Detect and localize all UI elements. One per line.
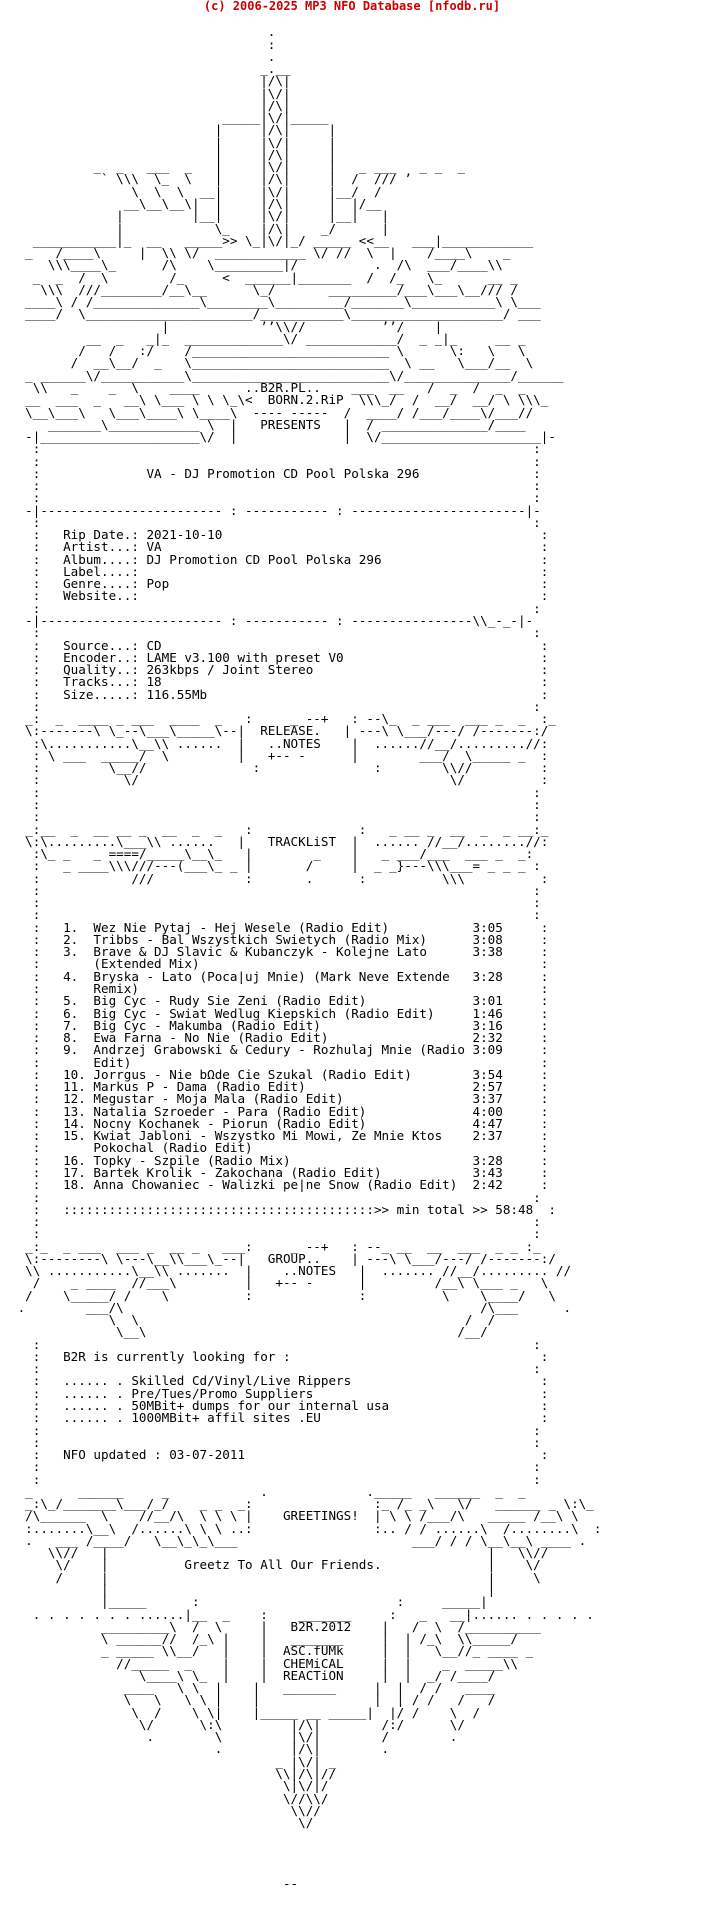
site-header: (c) 2006-2025 MP3 NFO Database [nfodb.ru] xyxy=(203,0,501,13)
nfo-text: . : . _.__ |/\| |\/| |/\| _____|\/|_____ | |/\| | | |\/| | | |/\| | _ _ ___ _ | |\/| | _ ___ _ _ _ ` \\\ \_ \ | |/\| | / /// ’ \ \ \ __| |\/| |__/ / __\__\__\| | |/\| | |/__ | |__| |\/| |__| | | \_ |/\| _/ | ___________|_ __ _____>> \_|\/|_/ _____ <<__ ___|____________ _ /____\ | \\ \/ ____________ \/ // \ | /____\ _ \\\____\_ /\ \_________|/ . /\ ___/____\\ _ _ / \ /_ < ______|_______ / /_ \_ __ _ \\\ ///________/__\__ \_/ _________/___\___\__/// / ____\ / /______________\________\_________/_______\___________\ \___ ____/ \______________________/___________\____________________/ ___ | ’’\\// ’’/ | __ _ _|_ _____________\/ ____________/ _ _|_ __ _ / / :/ /__________________________ \ \: \ \ / __\__/ _ \__________________________ \ __ \___/__ \ _ ______\/___________\__________________________\/______________/______ \\ _ _ \ ____ ..B2R.PL.. ___ __ / _ / _ _ __ ___ _ __\ \___ \ \ \_\< BORN.2.RiP \\\_/ / __/ __/ \ \\\_ \__\___\ \___\____\ \____\ ---- ----- / ____/ /___/____\/___// _______\____________ \ | PRESENTS | / ______________/____ -|_____________________\/ | | \/_____________________|- : : : : : VA - DJ Promotion CD Pool Polska 296 : : : : : -|------------------------ : ----------- : -----------------------|- : : : Rip Date.: 2021-10-10 : : Artist...: VA : : Album....: DJ Promotion CD Pool Polska 296 : : Label....: : : Genre....: Pop : : Website..: : : : -|------------------------ : ----------- : ----------------\\_-_-|- : : : Source...: CD : : Encoder..: LAME v3.100 with preset V0 : : Quality..: 263kbps / Joint Stereo : : Tracks...: 18 : : Size.....: 116.55Mb : : : _: _ ____ _ ___ ____ _ : _ --+ : --\_ _ ___ ___ _ _ :_ \:-------\ \_--\___\_____\--| RELEASE. | ---\ \___/---/ /-------:/ :\...........\__\\ ...... | ..NOTES | ......//__/.........//: : \ ___ _____/ \ | +-- - | ___/ \_____ _ : : \__// : : \\// : : \/ \/ : : : : : : : _:__ _ __ __ _ __ _ _ : : _ __ _ __ _ _ __:_ \:\.........\___\\ ...... | TRACKLiST | ...... //__/........//: :\_ _ _ ====/_____\__\_ | _ | _ ___/___ ___ _ _: : _ ____\\\///---(___\_ _ | / | _ _}---\\\___= _ _ _ : : /// : . : \\\ : : : : : : : : 1. Wez Nie Pytaj - Hej Wesele (Radio Edit) 3:05 : : 2. Tribbs - Bal Wszystkich Swietych (Radio Mix) 3:08 : : 3. Brave & DJ Slavic & Kubanczyk - Kolejne Lato 3:38 : : (Extended Mix) : : 4. Bryska - Lato (Poca|uj Mnie) (Mark Neve Extende 3:28 : : Remix) : : 5. Big Cyc - Rudy Sie Zeni (Radio Edit) 3:01 : : 6. Big Cyc - Swiat Wedlug Kiepskich (Radio Edit) 1:46 : : 7. Big Cyc - Makumba (Radio Edit) 3:16 : : 8. Ewa Farna - No Nie (Radio Edit) 2:32 : : 9. Andrzej Grabowski & Cedury - Rozhulaj Mnie (Radio 3:09 : : Edit) : : 10. Jorrgus - Nie bΩde Cie Szukal (Radio Edit) 3:54 : : 11. Markus P - Dama (Radio Edit) 2:57 : : 12. Megustar - Moja Mala (Radio Edit) 3:37 : : 13. Natalia Szroeder - Para (Radio Edit) 4:00 : : 14. Nocny Kochanek - Piorun (Radio Edit) 4:47 : : 15. Kwiat Jabloni - Wszystko Mi Mowi, Ze Mnie Ktos 2:37 : : Pokochal (Radio Edit) : : 16. Topky - Szpile (Radio Mix) 3:28 : : 17. Bartek Krolik - Zakochana (Radio Edit) 3:43 : : 18. Anna Chowaniec - Walizki pe|ne Snow (Radio Edit) 2:42 : : : : :::::::::::::::::::::::::::::::::::::::::>> min total >> 58:48 : : : : : _:_ _ ___ ___ _ __ _ ___: _ --+ : --_ __ __ ___ _ _ :_ \:--------\ \---\__\\___\_--| GROUP.. | ---\ \___/---/ /-------:/ \\ ...........\__\\ ....... | ..NOTES | ....... //__/......... // / _ ____ //___\ | +-- - | /__\ \___ _ \ / \_____/ / \ : : \ \____/ \ . ___/\ /\___ . \ \ / / \__\ /__/ : : : B2R is currently looking for : : : : : ...... . Skilled Cd/Vinyl/Live Rippers : : ...... . Pre/Tues/Promo Suppliers : : ...... . 50MBit+ dumps for our internal usa : : ...... . 1000MBit+ affil sites .EU : : : : : : NFO updated : 03-07-2011 : : : : : _ ______ _ . ._____ ______ _ _ _:\_/_______\___/_/ _ _ _: :_ /_ _\ \/ ______ _ \:\_ /\______ \ //__/\ \ \ \ | GREETINGS! | \ \ /___/\ _____ /__\ \ :.......\__\ /......\ \ \ ..: :.. / / ......\ /........\ : . ___ /____/ \__\_\_\___ ___/ / / \__\__\ ____ . \\// | | \\// \/ | Greetz To All Our Friends. | \/ / | | \ | | |_____ : : _____| . . . . . . . ......|__ _ : _______ : _ __|...... . . . . . _________\ / \ | B2R.2012 | / \ /__________ \ ______// /_\ | | _______ | | /_\ \\_____/ _ _____ \\__/ | | ASC.fUMk | | \__//_ ____ _ //_____ _ | | CHEMiCAL | | _ _____\\ \____\ \_ | | REACTiON | | _/ /____/ ____ \ \ | | _______ | | / / ____ \ \ \ \ | | | | / / / / \ / \ \| |_____ __ _____| |/ / \ / \/ \:\ |/\| /:/ \/ . \ |\/| / . . |/\| . _ |\/| _ \\|/\|// \|\/|/ \//\\/ \\// \/ -- xyxy=(17,24,602,1892)
